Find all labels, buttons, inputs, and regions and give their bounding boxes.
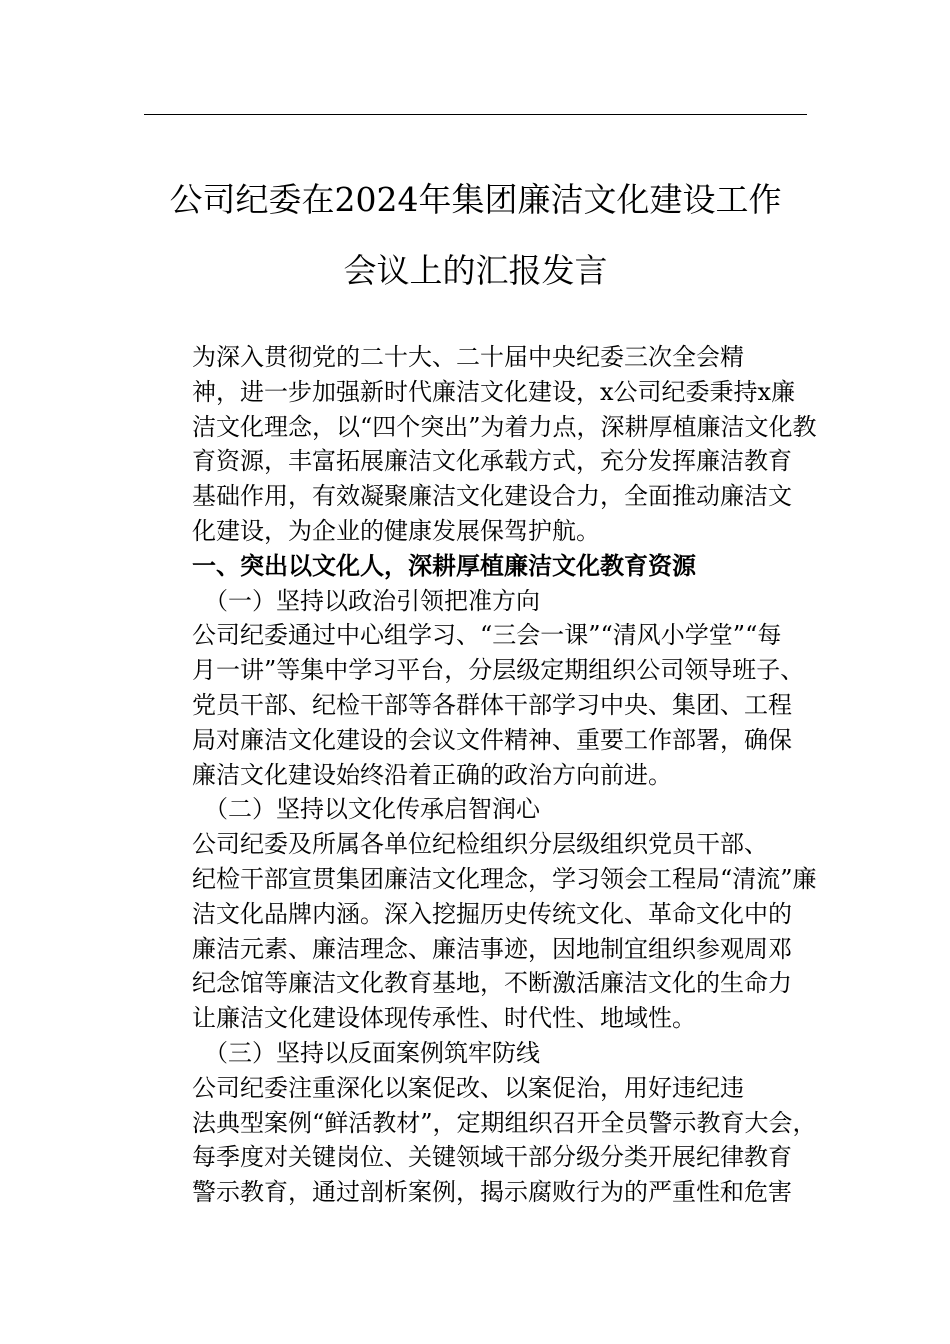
text-line: 纪检干部宣贯集团廉洁文化理念，学习领会工程局“清流”廉 [192,864,817,893]
text-line: 让廉洁文化建设体现传承性、时代性、地域性。 [192,1004,696,1033]
heading-text: 一、突出以文化人，深耕厚植廉洁文化教育资源 [192,551,696,580]
text-line: 为深入贯彻党的二十大、二十届中央纪委三次全会精 [192,343,744,371]
subsection-heading-1 [144,584,807,619]
text-line: 公司纪委通过中心组学习、“三会一课”“清风小学堂”“每 [192,621,782,650]
text-line: 法典型案例“鲜活教材”，定期组织召开全员警示教育大会， [192,1108,817,1137]
text-line: 基础作用，有效凝聚廉洁文化建设合力，全面推动廉洁文 [192,482,792,511]
heading-text: （三）坚持以反面案例筑牢防线 [204,1038,540,1067]
text-line: 洁文化理念，以“四个突出”为着力点，深耕厚植廉洁文化教 [192,412,817,441]
text-line: 每季度对关键岗位、关键领域干部分级分类开展纪律教育 [192,1143,792,1172]
text-line: 警示教育，通过剖析案例，揭示腐败行为的严重性和危害 [192,1178,792,1207]
text-line: 局对廉洁文化建设的会议文件精神、重要工作部署，确保 [192,725,792,754]
text-line: 廉洁文化建设始终沿着正确的政治方向前进。 [192,760,672,789]
text-line: 化建设，为企业的健康发展保驾护航。 [192,516,600,545]
subsection-3-paragraph [144,1071,817,1210]
text-line: 公司纪委注重深化以案促改、以案促治，用好违纪违 [192,1073,744,1102]
document-title-line-2: 会议上的汇报发言 [343,251,608,290]
subsection-2-paragraph [144,827,817,1036]
heading-text: （一）坚持以政治引领把准方向 [204,586,540,615]
intro-paragraph [144,340,817,549]
document-body [144,340,817,1210]
text-line: 纪念馆等廉洁文化教育基地，不断激活廉洁文化的生命力 [192,969,792,998]
subsection-heading-2 [144,792,807,827]
header-rule [144,114,807,115]
subsection-1-paragraph [144,618,807,792]
text-line: 神，进一步加强新时代廉洁文化建设，x公司纪委秉持x廉 [192,377,796,406]
section-heading-1 [144,549,807,584]
text-line: 育资源，丰富拓展廉洁文化承载方式，充分发挥廉洁教育 [192,447,792,476]
heading-text: （二）坚持以文化传承启智润心 [204,795,540,824]
text-line: 党员干部、纪检干部等各群体干部学习中央、集团、工程 [192,690,792,719]
text-line: 公司纪委及所属各单位纪检组织分层级组织党员干部、 [192,830,768,859]
text-line: 月一讲”等集中学习平台，分层级定期组织公司领导班子、 [192,656,805,685]
subsection-heading-3 [144,1036,807,1071]
document-title-line-1: 公司纪委在2024年集团廉洁文化建设工作 [169,180,782,219]
text-line: 廉洁元素、廉洁理念、廉洁事迹，因地制宜组织参观周邓 [192,934,792,963]
text-line: 洁文化品牌内涵。深入挖掘历史传统文化、革命文化中的 [192,899,792,928]
